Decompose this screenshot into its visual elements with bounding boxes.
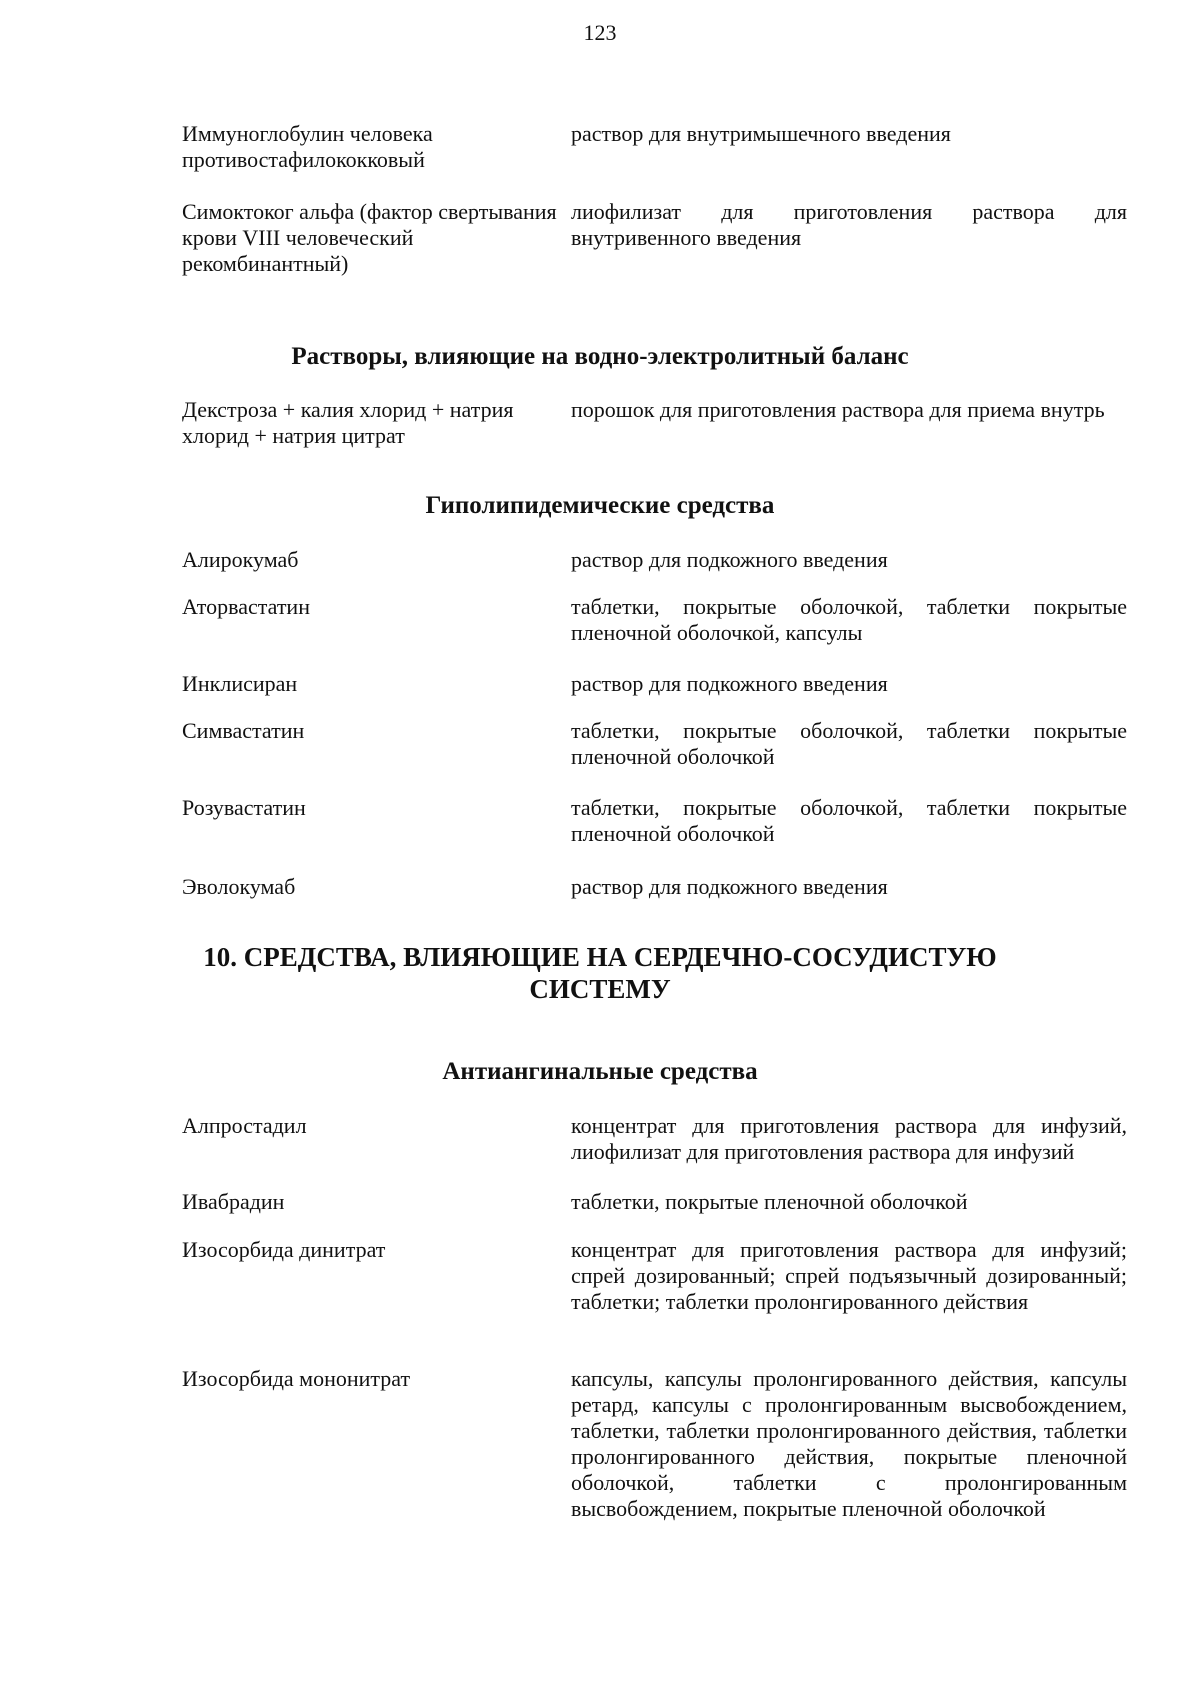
drug-name: Алирокумаб	[182, 547, 299, 572]
section-title-line: СИСТЕМУ	[529, 974, 671, 1004]
drug-name: Розувастатин	[182, 795, 306, 820]
page-number: 123	[583, 20, 617, 45]
section-heading: Гиполипидемические средства	[425, 492, 775, 519]
dosage-form: концентрат для приготовления раствора для инфузий; спрей дозированный; спрей подъязычный дозированный; таблетки; таблетки пролонгированного действия	[571, 1237, 1127, 1314]
dosage-form: таблетки, покрытые пленочной оболочкой	[571, 1189, 968, 1214]
drug-name: Иммуноглобулин человека противостафилококковый	[182, 121, 433, 172]
drug-name: Ивабрадин	[182, 1189, 285, 1214]
section-heading: Антиангинальные средства	[442, 1058, 758, 1085]
drug-name: Эволокумаб	[182, 874, 296, 899]
dosage-form: раствор для подкожного введения	[571, 874, 888, 899]
dosage-form: раствор для подкожного введения	[571, 547, 888, 572]
dosage-form: раствор для внутримышечного введения	[571, 121, 951, 146]
section-title-line: 10. СРЕДСТВА, ВЛИЯЮЩИЕ НА СЕРДЕЧНО-СОСУДИСТУЮ	[203, 942, 997, 972]
section-heading: Растворы, влияющие на водно-электролитный баланс	[291, 343, 909, 370]
dosage-form: лиофилизат для приготовления раствора для внутривенного введения	[571, 199, 1127, 250]
drug-name: Симоктоког альфа (фактор свертывания крови VIII человеческий рекомбинантный)	[182, 199, 557, 276]
dosage-form: таблетки, покрытые оболочкой, таблетки покрытые пленочной оболочкой, капсулы	[571, 594, 1127, 645]
dosage-form: концентрат для приготовления раствора для инфузий, лиофилизат для приготовления раствора для инфузий	[571, 1113, 1127, 1164]
dosage-form: капсулы, капсулы пролонгированного действия, капсулы ретард, капсулы с пролонгированным высвобождением, таблетки, таблетки пролонгированного действия, таблетки пролонгированного действия, покрытые пленочной оболочкой, таблетки с пролонгированным высвобождением, покрытые пленочной оболочкой	[571, 1366, 1127, 1521]
dosage-form: порошок для приготовления раствора для приема внутрь	[571, 397, 1105, 422]
drug-name: Симвастатин	[182, 718, 305, 743]
dosage-form: раствор для подкожного введения	[571, 671, 888, 696]
drug-name: Алпростадил	[182, 1113, 307, 1138]
drug-name: Аторвастатин	[182, 594, 310, 619]
drug-name: Декстроза + калия хлорид + натрия хлорид + натрия цитрат	[182, 397, 514, 448]
drug-name: Инклисиран	[182, 671, 298, 696]
section-title	[0, 941, 1200, 1005]
dosage-form: таблетки, покрытые оболочкой, таблетки покрытые пленочной оболочкой	[571, 795, 1127, 846]
dosage-form: таблетки, покрытые оболочкой, таблетки покрытые пленочной оболочкой	[571, 718, 1127, 769]
drug-name: Изосорбида динитрат	[182, 1237, 386, 1262]
drug-name: Изосорбида мононитрат	[182, 1366, 411, 1391]
